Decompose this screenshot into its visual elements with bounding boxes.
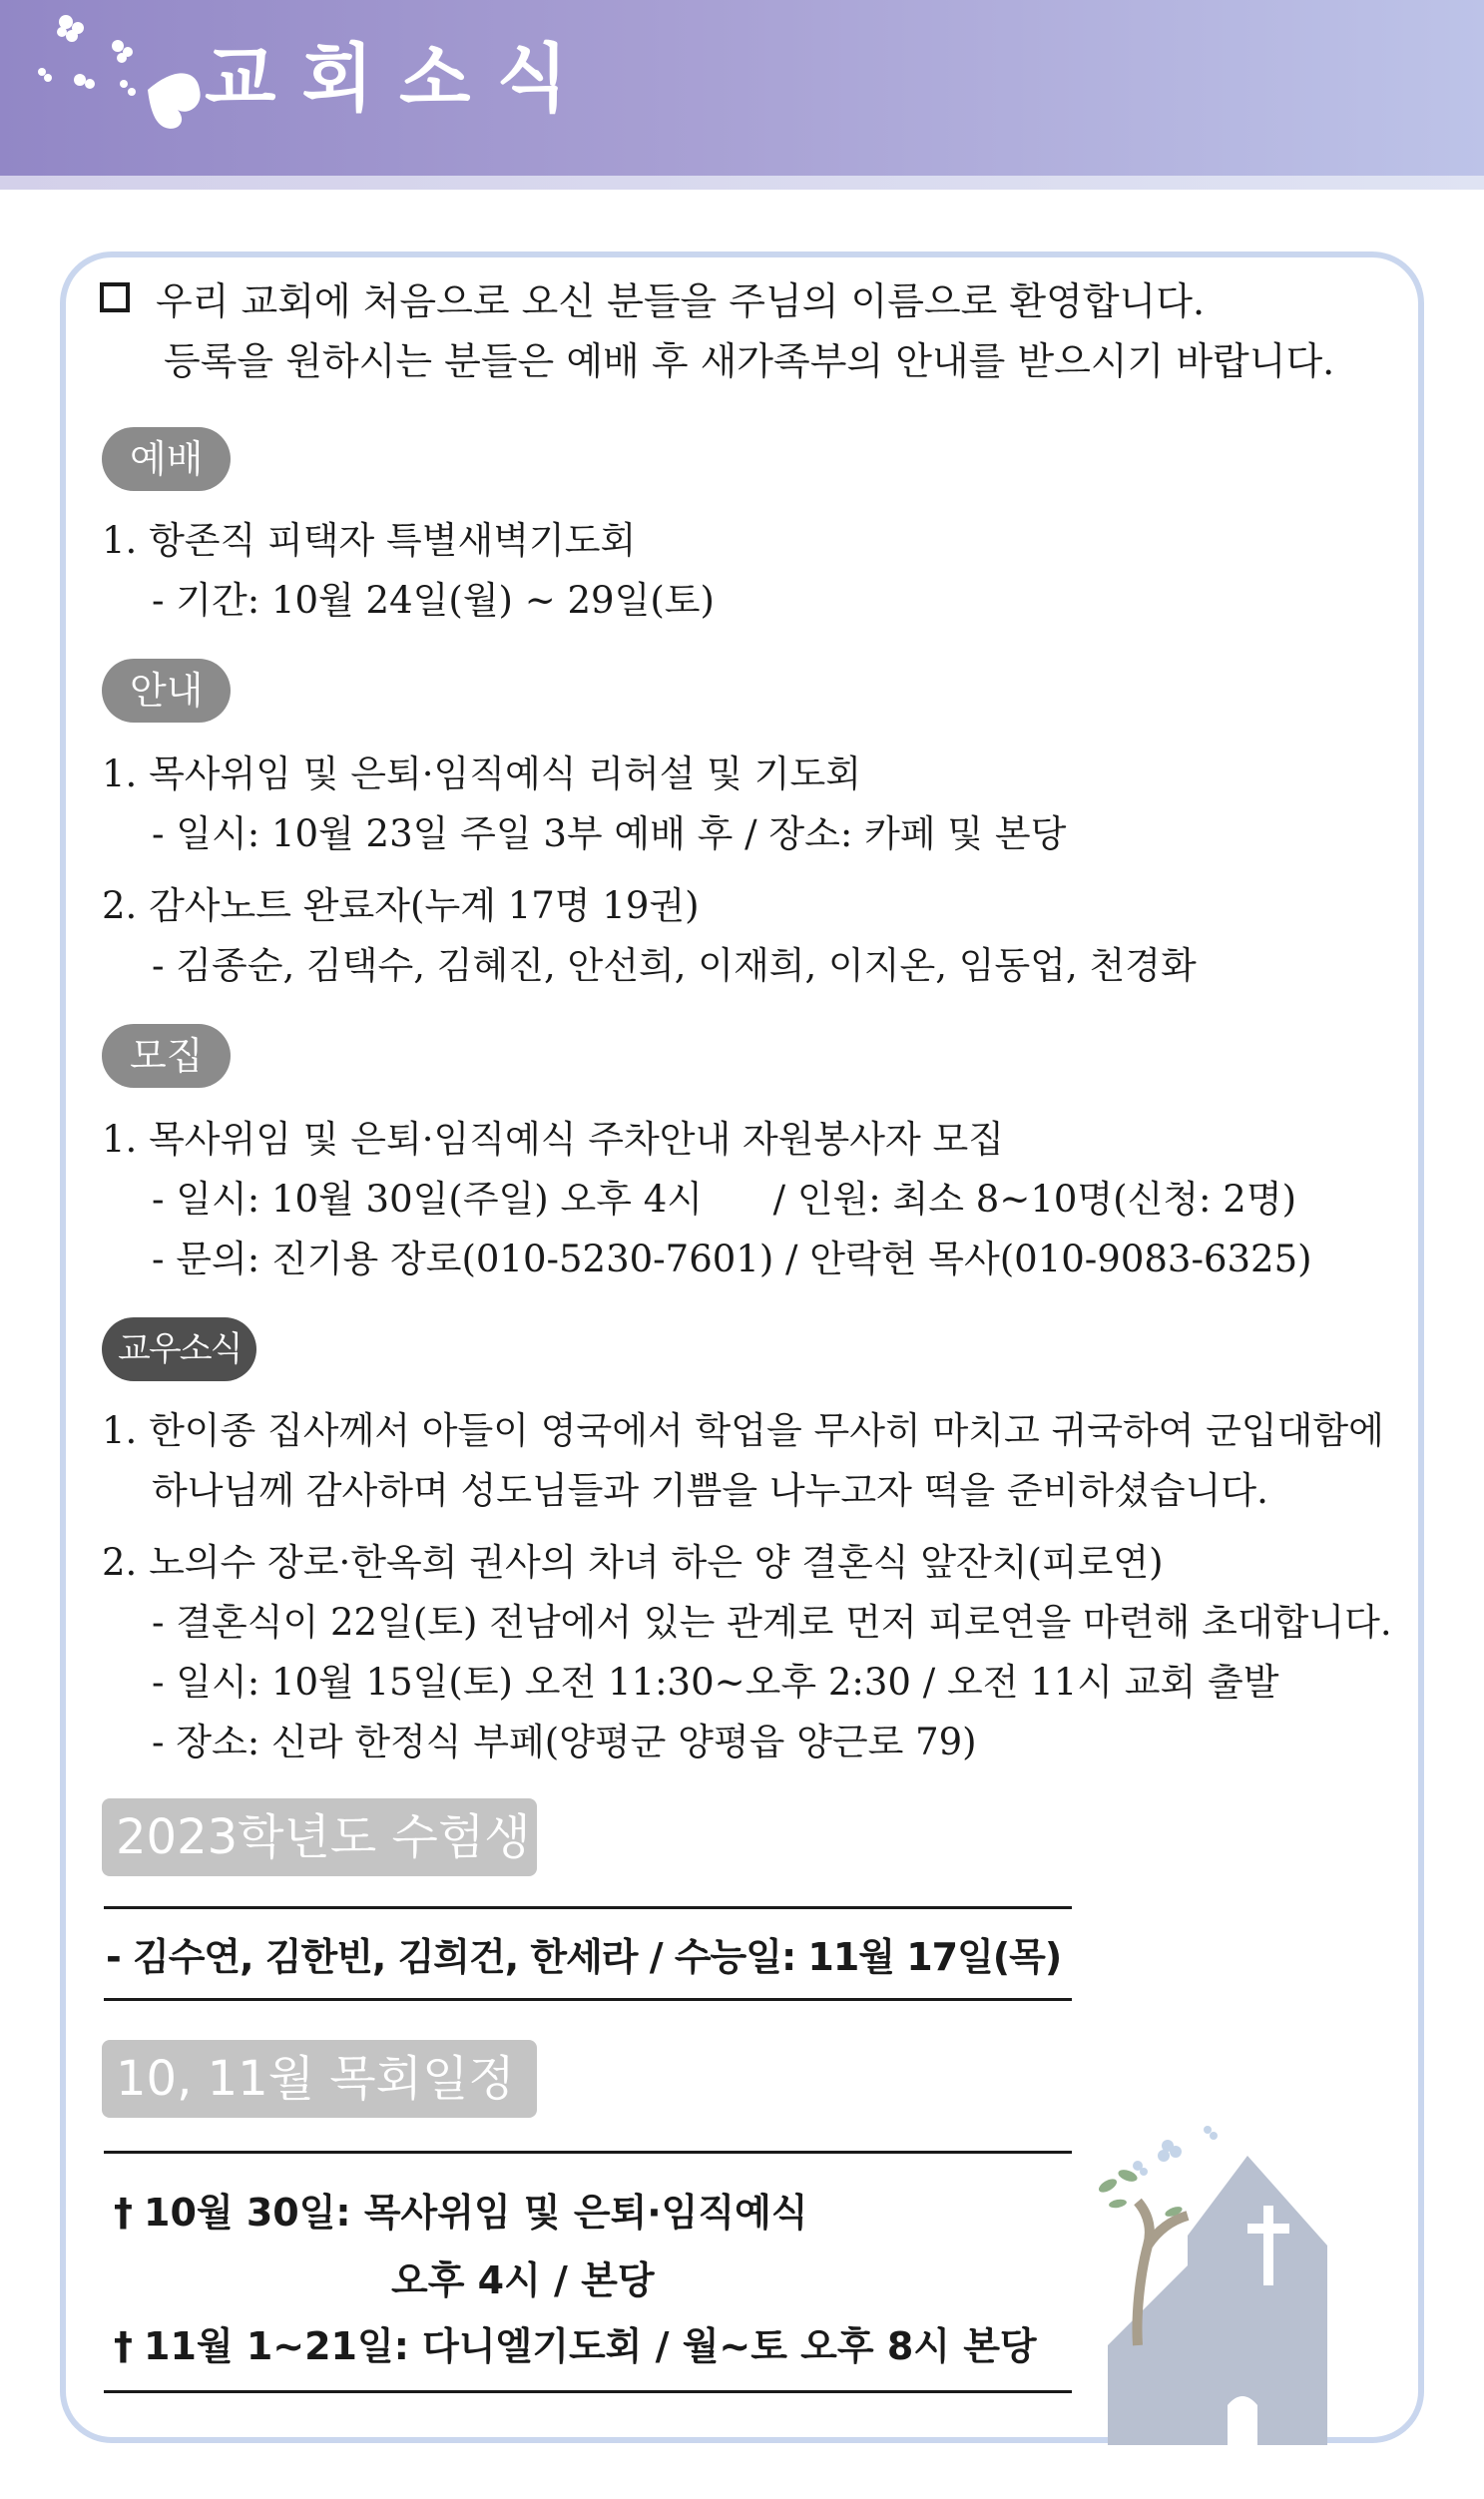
divider: [104, 1998, 1072, 2001]
church-tree-illustration-icon: [1078, 2116, 1377, 2445]
dagger-icon: †: [114, 2191, 133, 2235]
schedule-banner: 10, 11월 목회일정: [102, 2040, 537, 2118]
worship-list: [102, 511, 715, 631]
divider: [104, 1906, 1072, 1909]
section-tag-guide: 안내: [102, 659, 231, 723]
list-item: 1. 목사위임 및 은퇴·임직예식 리허설 및 기도회 - 일시: 10월 23일 주일 3부 예배 후 / 장소: 카페 및 본당: [102, 752, 1067, 855]
exam-students-text: - 김수연, 김한빈, 김희건, 한세라 / 수능일: 11월 17일(목): [106, 1935, 1062, 1979]
butterfly-flower-icon: [28, 6, 208, 136]
header-strip: [0, 176, 1484, 190]
divider: [104, 2151, 1072, 2154]
welcome-notice: [100, 271, 1334, 391]
list-item: 2. 감사노트 완료자(누계 17명 19권) - 김종순, 김택수, 김혜진, 안선희, 이재희, 이지온, 임동업, 천경화: [102, 884, 1197, 987]
list-item: 1. 항존직 피택자 특별새벽기도회 - 기간: 10월 24일(월) ~ 29일(토): [102, 519, 715, 622]
schedule-item-1-detail: 오후 4시 / 본당: [391, 2258, 655, 2302]
exam-banner: 2023학년도 수험생: [102, 1798, 537, 1876]
welcome-line-2: 등록을 원하시는 분들은 예배 후 새가족부의 안내를 받으시기 바랍니다.: [164, 339, 1335, 383]
section-tag-members: 교우소식: [102, 1317, 256, 1381]
list-item: 1. 한이종 집사께서 아들이 영국에서 학업을 무사히 마치고 귀국하여 군입대함에 하나님께 감사하며 성도님들과 기쁨을 나누고자 떡을 준비하셨습니다.: [102, 1409, 1384, 1512]
section-tag-worship: 예배: [102, 427, 231, 491]
welcome-line-1: 우리 교회에 처음으로 오신 분들을 주님의 이름으로 환영합니다.: [100, 271, 1334, 331]
list-item: 2. 노의수 장로·한옥희 권사의 차녀 하은 양 결혼식 앞잔치(피로연) - 결혼식이 22일(토) 전남에서 있는 관계로 먼저 피로연을 마련해 초대합니다. - 일시: 10월 15일(토) 오전 11:30~오후 2:30 / 오전 11시 교회 출발 - 장소: 신라 한정식 부페(양평군 양평읍 양근로 79): [102, 1541, 1392, 1763]
list-item: 1. 목사위임 및 은퇴·임직예식 주차안내 자원봉사자 모집 - 일시: 10월 30일(주일) 오후 4시 / 인원: 최소 8~10명(신청: 2명) - 문의: 진기용 장로(010-5230-7601) / 안락현 목사(010-9083-6325): [102, 1118, 1312, 1280]
divider: [104, 2390, 1072, 2393]
members-list: [102, 1401, 1392, 1772]
header-banner: [0, 0, 1484, 176]
page-title: 교회소식: [205, 36, 594, 122]
guide-list: [102, 745, 1197, 996]
schedule-item-1: † 10월 30일: 목사위임 및 은퇴·임직예식: [114, 2191, 808, 2235]
recruit-list: [102, 1110, 1312, 1289]
schedule-item-2: † 11월 1~21일: 다니엘기도회 / 월~토 오후 8시 본당: [114, 2324, 1037, 2368]
checkbox-bullet-icon: [100, 282, 130, 312]
section-tag-recruit: 모집: [102, 1024, 231, 1088]
dagger-icon: †: [114, 2324, 133, 2368]
